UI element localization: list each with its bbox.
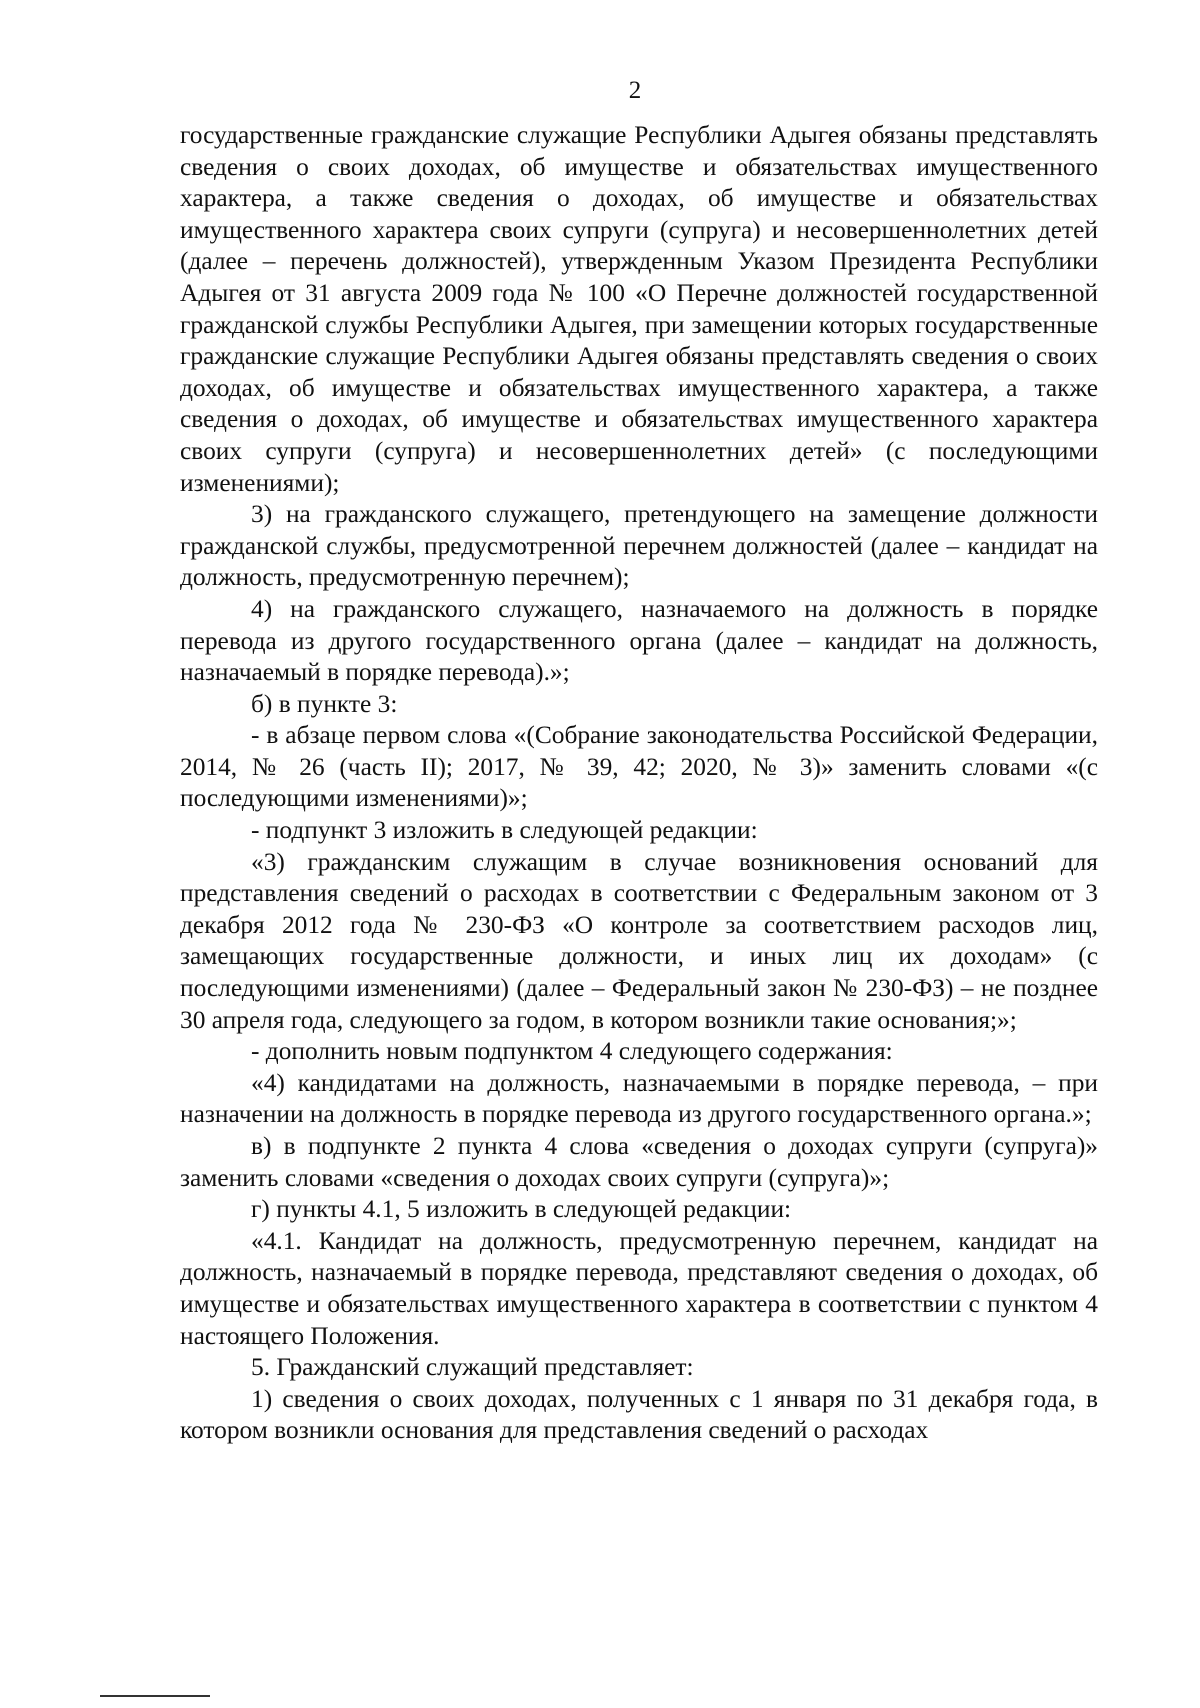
paragraph: «4.1. Кандидат на должность, предусмотренную перечнем, кандидат на должность, назначаемый в порядке перевода, представляют сведения о доходах, об имуществе и обязательствах имущественного характера в соответствии с пунктом 4 настоящего Положения. xyxy=(180,1226,1098,1350)
page-number: 2 xyxy=(628,77,642,104)
paragraph: «4) кандидатами на должность, назначаемыми в порядке перевода, – при назначении на должность в порядке перевода из другого государственного органа.»; xyxy=(180,1068,1098,1129)
paragraph: в) в подпункте 2 пункта 4 слова «сведения о доходах супруги (супруга)» заменить словами «сведения о доходах своих супруги (супруга)»; xyxy=(180,1132,1098,1192)
paragraph: 5. Гражданский служащий представляет: xyxy=(251,1353,694,1382)
paragraph: «3) гражданским служащим в случае возникновения оснований для представления сведений о расходах в соответствии с Федеральным законом от 3 декабря 2012 года № 230-ФЗ «О контроле за соответствием расходов лиц, замещающих государственные должности, и иных лиц их доходам» (с последующими изменениями) (далее – Федеральный закон № 230-ФЗ) – не позднее 30 апреля года, следующего за годом, в котором возникли такие основания;»; xyxy=(180,847,1098,1034)
document-body xyxy=(180,120,1098,1447)
paragraph: - дополнить новым подпунктом 4 следующего содержания: xyxy=(251,1037,893,1066)
paragraph: - подпункт 3 изложить в следующей редакции: xyxy=(251,816,758,845)
paragraph: г) пункты 4.1, 5 изложить в следующей редакции: xyxy=(251,1195,792,1224)
paragraph: государственные гражданские служащие Республики Адыгея обязаны представлять сведения о своих доходах, об имуществе и обязательствах имущественного характера, а также сведения о доходах, об имуществе и обязательствах имущественного характера своих супруги (супруга) и несовершеннолетних детей (далее – перечень должностей), утвержденным Указом Президента Республики Адыгея от 31 августа 2009 года № 100 «О Перечне должностей государственной гражданской службы Республики Адыгея, при замещении которых государственные гражданские служащие Республики Адыгея обязаны представлять сведения о своих доходах, об имуществе и обязательствах имущественного характера, а также сведения о доходах, об имуществе и обязательствах имущественного характера своих супруги (супруга) и несовершеннолетних детей» (с последующими изменениями); xyxy=(180,121,1098,497)
paragraph: 1) сведения о своих доходах, полученных с 1 января по 31 декабря года, в котором возникли основания для представления сведений о расходах xyxy=(180,1384,1098,1445)
paragraph: 3) на гражданского служащего, претендующего на замещение должности гражданской службы, предусмотренной перечнем должностей (далее – кандидат на должность, предусмотренную перечнем); xyxy=(180,500,1098,592)
paragraph: 4) на гражданского служащего, назначаемого на должность в порядке перевода из другого государственного органа (далее – кандидат на должность, назначаемый в порядке перевода).»; xyxy=(180,594,1098,687)
paragraph: б) в пункте 3: xyxy=(251,689,398,718)
scan-edge-line xyxy=(100,1695,210,1697)
paragraph: - в абзаце первом слова «(Собрание законодательства Российской Федерации, 2014, № 26 (часть II); 2017, № 39, 42; 2020, № 3)» заменить словами «(с последующими изменениями)»; xyxy=(180,721,1098,813)
